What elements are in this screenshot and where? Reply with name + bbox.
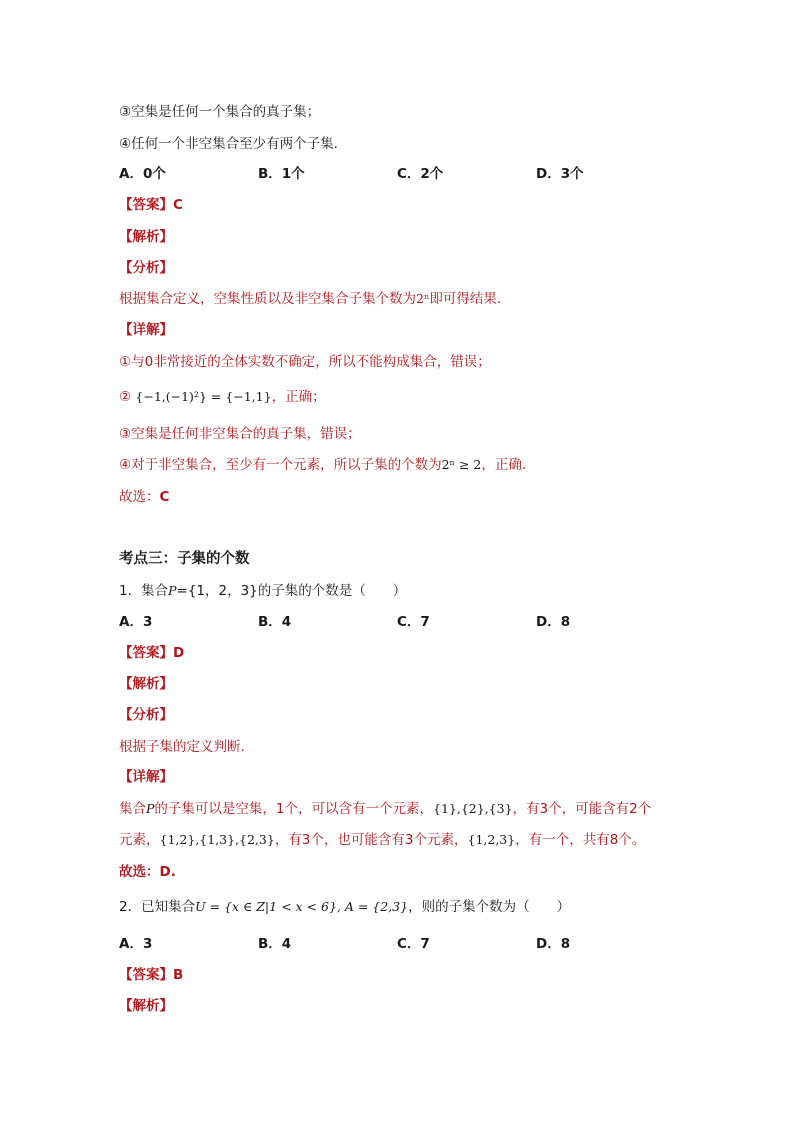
- detail-4: [119, 456, 526, 474]
- q1-l1-p: P: [146, 801, 155, 816]
- detail-3: ③空集是任何非空集合的真子集，错误；: [119, 426, 361, 442]
- q1-l1-c: ，有3个，可能含有2个: [512, 801, 652, 817]
- q2-stem: [119, 898, 570, 916]
- answer-label: 【答案】: [119, 197, 173, 213]
- statement-4: ④任何一个非空集合至少有两个子集.: [119, 136, 338, 152]
- q1-l2-b: ，有3个，也可能含有3个元素，: [274, 832, 468, 848]
- q1-stem: [119, 582, 406, 600]
- q1-fenxi-label: 【分析】: [119, 707, 173, 723]
- statement-3: ③空集是任何一个集合的真子集；: [119, 104, 321, 120]
- xiangjie-label: 【详解】: [119, 322, 173, 338]
- q2-option-b: B．4: [258, 936, 292, 952]
- q1-option-a: A．3: [119, 614, 153, 630]
- analysis-part-a: 根据集合定义，空集性质以及非空集合子集个数为: [119, 291, 416, 307]
- jiexi-label: 【解析】: [119, 229, 173, 245]
- choose-line: [119, 488, 169, 506]
- q2-answer-label: 【答案】: [119, 967, 173, 983]
- q1-option-b: B．4: [258, 614, 292, 630]
- q1-l1-b: 的子集可以是空集，1个，可以含有一个元素，: [154, 801, 434, 817]
- analysis-text: [119, 290, 501, 308]
- answer-value: C: [173, 197, 183, 213]
- q2-stem-math: U = {x ∈ Z|1 < x < 6}, A = {2,3}: [195, 899, 409, 914]
- option-a: A．0个: [119, 166, 166, 182]
- q1-detail-line-2: [119, 831, 645, 849]
- choose-label: 故选：: [119, 489, 160, 505]
- detail-4-part-b: ，正确.: [481, 457, 527, 473]
- choose-value: C: [159, 489, 170, 505]
- answer-line: [119, 196, 183, 214]
- q1-answer-value: D: [173, 645, 185, 661]
- q1-l2-a: 元素，: [119, 832, 160, 848]
- analysis-math: 2ⁿ: [416, 291, 430, 306]
- q2-option-d: D．8: [536, 936, 571, 952]
- q1-choose: 故选：D.: [119, 864, 176, 880]
- option-b: B．1个: [258, 166, 305, 182]
- q1-stem-b: ={1，2，3}的子集的个数是（ ）: [176, 583, 407, 599]
- q2-answer-value: B: [173, 967, 184, 983]
- detail-1: ①与0非常接近的全体实数不确定，所以不能构成集合，错误；: [119, 354, 491, 370]
- q1-option-d: D．8: [536, 614, 571, 630]
- q1-xiangjie-label: 【详解】: [119, 769, 173, 785]
- section-title: 考点三：子集的个数: [119, 551, 250, 567]
- q1-detail-line-1: [119, 800, 651, 818]
- q1-stem-p: P: [168, 583, 177, 598]
- q1-analysis: 根据子集的定义判断.: [119, 739, 245, 755]
- q1-l2-math2: {1,2,3}: [467, 832, 516, 847]
- option-d: D．3个: [536, 166, 584, 182]
- q2-option-a: A．3: [119, 936, 153, 952]
- q1-answer-line: [119, 644, 184, 662]
- option-c: C．2个: [397, 166, 444, 182]
- detail-2-marker: ②: [119, 389, 132, 405]
- q1-l2-math: {1,2},{1,3},{2,3}: [159, 832, 275, 847]
- q2-answer-line: [119, 966, 183, 984]
- q2-jiexi-label: 【解析】: [119, 998, 173, 1014]
- q1-stem-a: 1．集合: [119, 583, 169, 599]
- q1-l2-c: ，有一个，共有8个。: [515, 832, 646, 848]
- detail-2-suffix: ，正确；: [271, 389, 326, 405]
- detail-2-math: {−1,(−1)²} = {−1,1}: [135, 389, 272, 404]
- q1-option-c: C．7: [397, 614, 430, 630]
- q2-stem-b: ，则的子集个数为（ ）: [408, 899, 571, 915]
- q1-answer-label: 【答案】: [119, 645, 173, 661]
- analysis-part-b: 即可得结果.: [429, 291, 502, 307]
- q1-l1-math: {1},{2},{3}: [433, 801, 513, 816]
- q2-stem-a: 2．已知集合: [119, 899, 196, 915]
- detail-2: [119, 388, 326, 406]
- q1-jiexi-label: 【解析】: [119, 676, 173, 692]
- q2-option-c: C．7: [397, 936, 430, 952]
- fenxi-label: 【分析】: [119, 260, 173, 276]
- detail-4-math: 2ⁿ ≥ 2: [441, 457, 482, 472]
- q1-l1-a: 集合: [119, 801, 146, 817]
- detail-4-part-a: ④对于非空集合，至少有一个元素，所以子集的个数为: [119, 457, 442, 473]
